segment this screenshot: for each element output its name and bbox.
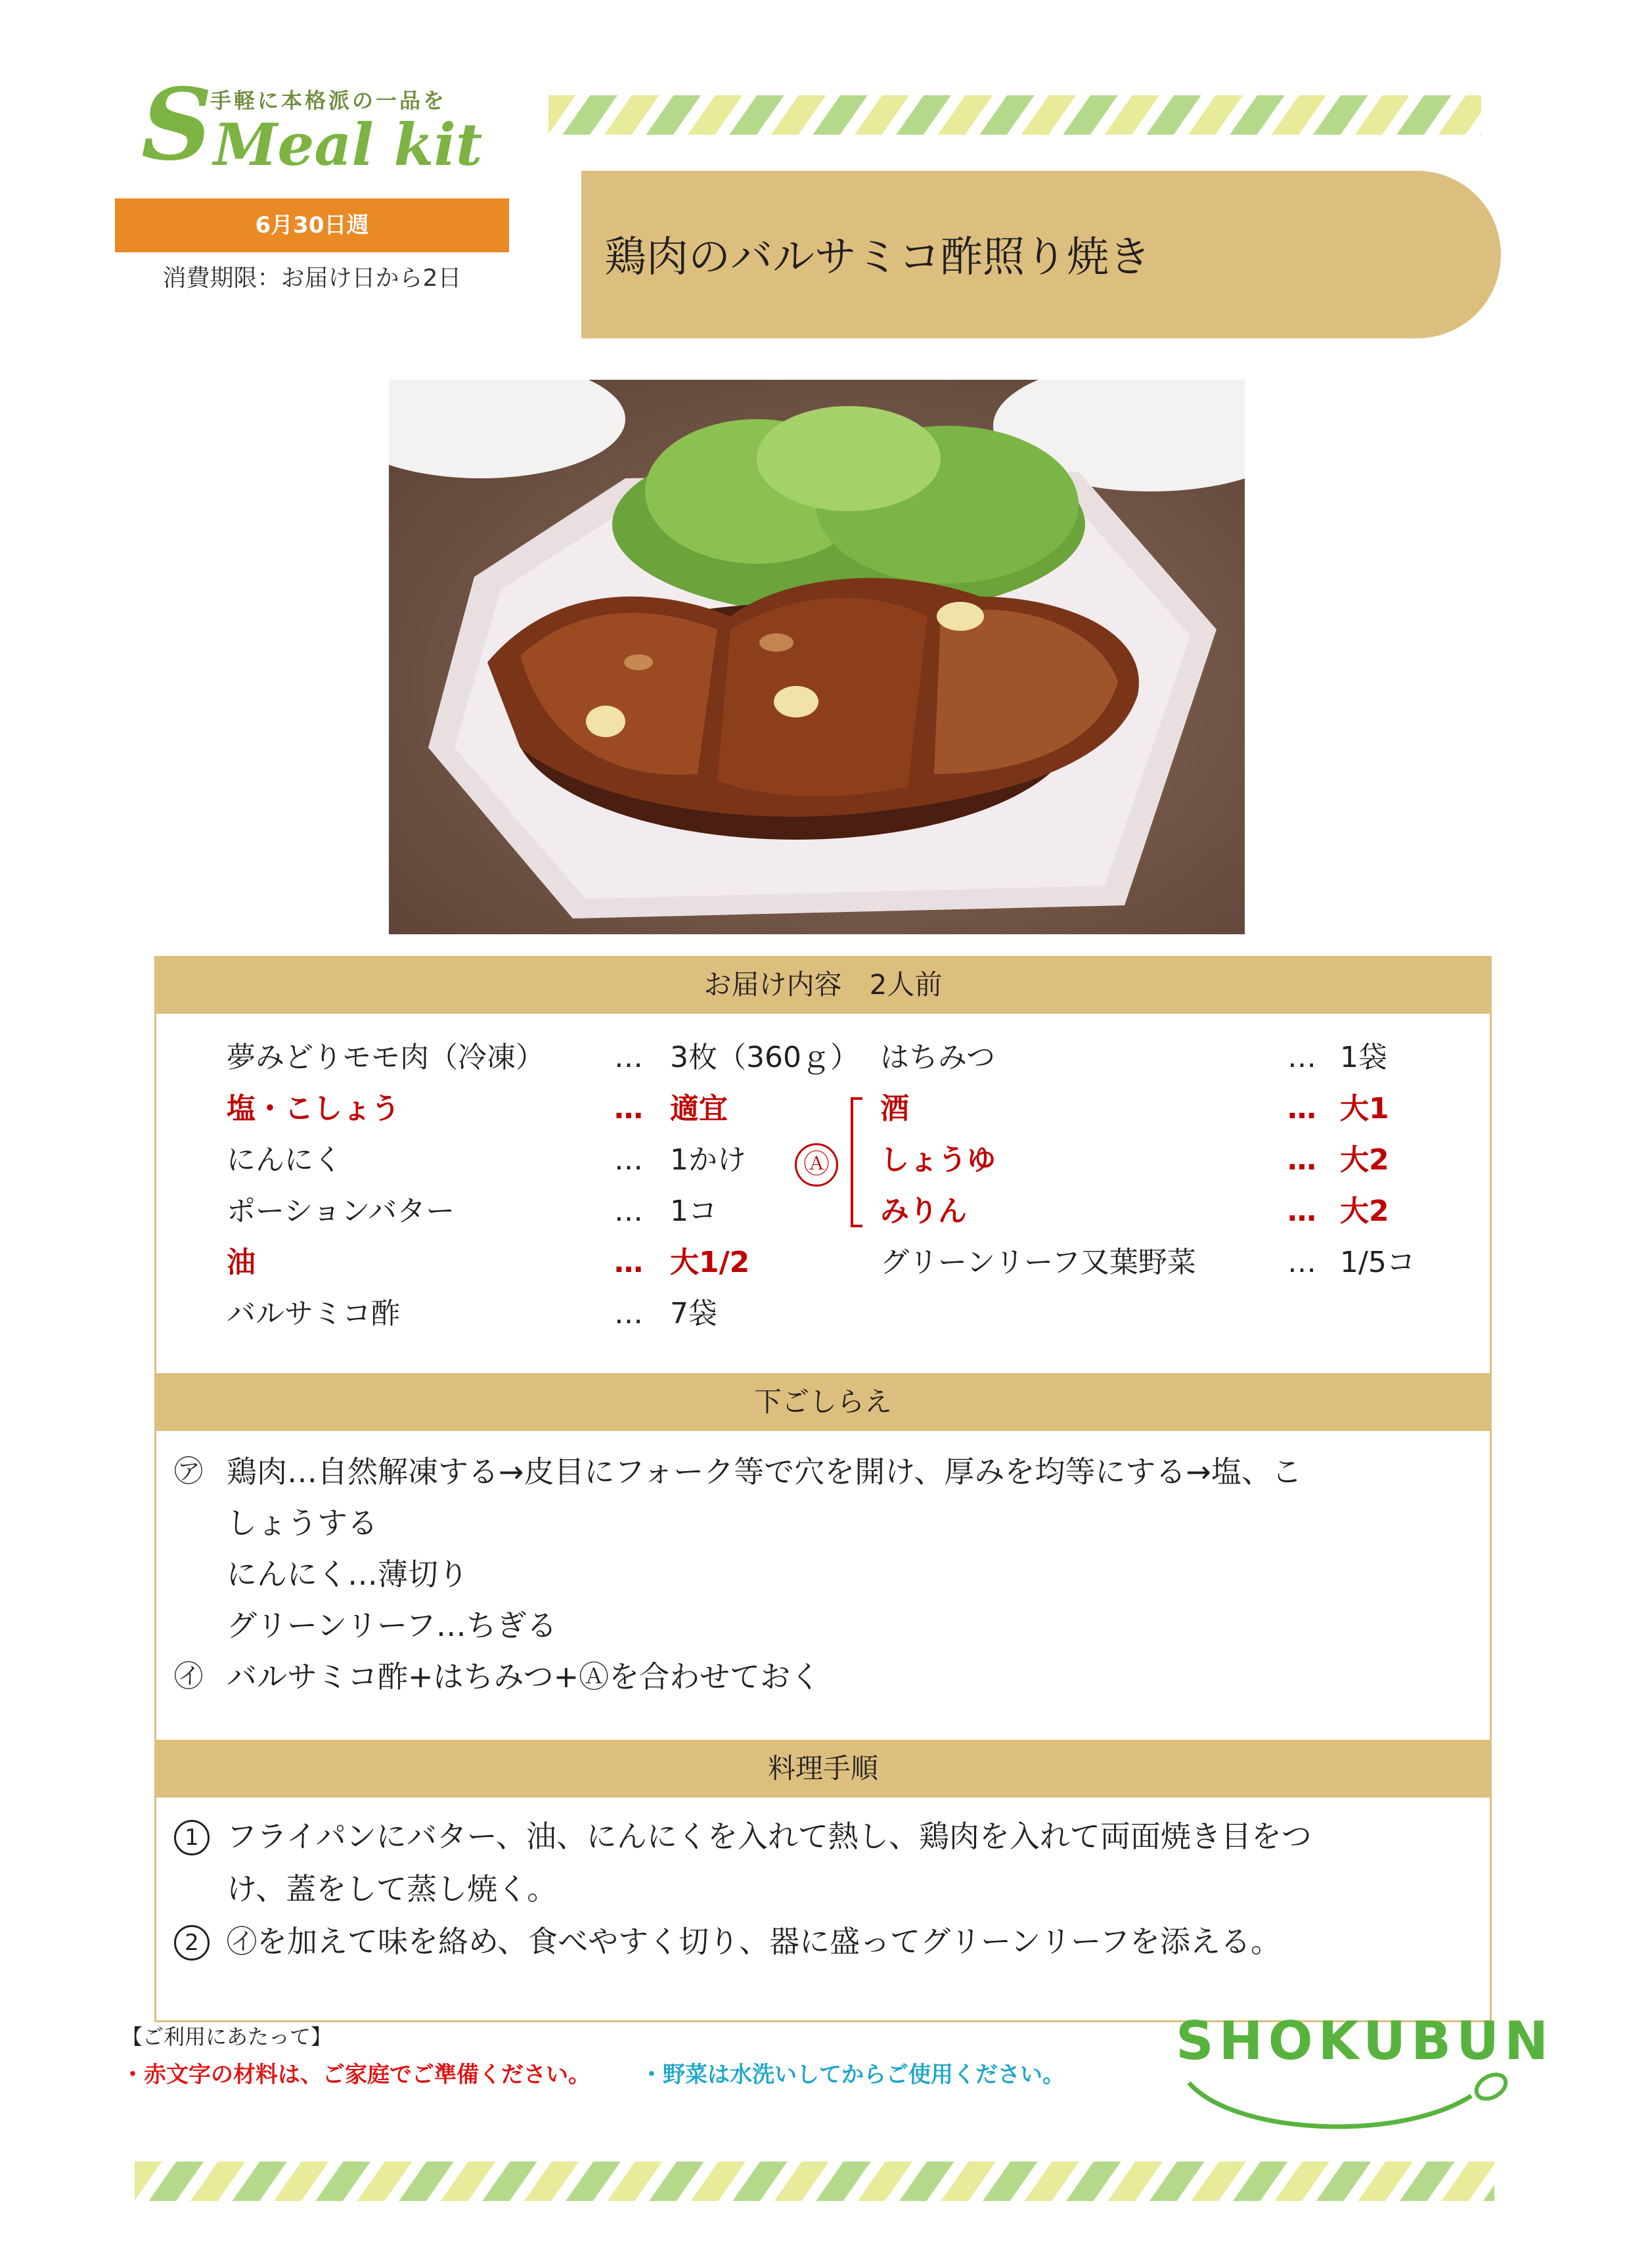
group-bracket bbox=[851, 1097, 862, 1227]
prep-line: 鶏肉…自然解凍する→皮目にフォーク等で穴を開け、厚みを均等にする→塩、こ bbox=[227, 1454, 1302, 1489]
ingredient-qty: 大1 bbox=[1340, 1092, 1389, 1125]
logo-name: Meal kit bbox=[213, 110, 483, 179]
note-blue: ・野菜は水洗いしてからご使用ください。 bbox=[640, 2062, 1065, 2088]
prep-mark-b: ㋑ bbox=[174, 1660, 203, 1693]
ingredient-dots: … bbox=[614, 1143, 643, 1177]
date-badge: 6月30日週 bbox=[115, 198, 509, 252]
ingredient-name: 夢みどりモモ肉（冷凍） bbox=[227, 1041, 545, 1074]
prep-line: しょうする bbox=[227, 1505, 378, 1541]
ingredient-name: 油 bbox=[227, 1246, 256, 1279]
ingredient-qty: 大2 bbox=[1340, 1143, 1389, 1177]
ingredient-qty: 3枚（360ｇ） bbox=[670, 1041, 859, 1074]
ingredient-dots: … bbox=[1287, 1246, 1316, 1279]
ingredient-qty: 1袋 bbox=[1340, 1041, 1387, 1074]
notes-heading: 【ご利用にあたって】 bbox=[122, 2024, 332, 2049]
ingredient-name: バルサミコ酢 bbox=[227, 1297, 400, 1330]
contents-header: お届け内容 2人前 bbox=[154, 956, 1492, 1014]
food-photo-illustration bbox=[389, 380, 1245, 934]
ingredient-qty: 7袋 bbox=[670, 1297, 717, 1330]
step-number: 2 bbox=[174, 1925, 210, 1961]
prep-line: バルサミコ酢+はちみつ+Ⓐを合わせておく bbox=[227, 1659, 821, 1694]
ingredient-dots: … bbox=[1287, 1041, 1316, 1074]
ingredient-name: グリーンリーフ又葉野菜 bbox=[880, 1246, 1196, 1279]
ingredient-qty: 1かけ bbox=[670, 1143, 746, 1177]
bottom-stripes bbox=[135, 2162, 1494, 2201]
recipe-title: 鶏肉のバルサミコ酢照り焼き bbox=[604, 233, 1151, 282]
expiry-text: 消費期限：お届け日から2日 bbox=[162, 265, 462, 292]
ingredient-qty: 大2 bbox=[1340, 1194, 1389, 1228]
ingredient-dots: … bbox=[614, 1092, 643, 1125]
prep-header: 下ごしらえ bbox=[154, 1373, 1492, 1431]
step-number: 1 bbox=[174, 1820, 210, 1855]
top-stripes bbox=[548, 95, 1481, 135]
ingredient-dots: … bbox=[614, 1246, 643, 1279]
step-line: ㋑を加えて味を絡め、食べやすく切り、器に盛ってグリーンリーフを添える。 bbox=[227, 1924, 1281, 1959]
ingredient-qty: 1/5コ bbox=[1340, 1246, 1416, 1279]
note-red: ・赤文字の材料は、ご家庭でご準備ください。 bbox=[122, 2062, 591, 2088]
prep-line: グリーンリーフ…ちぎる bbox=[227, 1608, 557, 1643]
food-photo bbox=[389, 380, 1245, 934]
logo-s: S bbox=[141, 67, 213, 183]
ingredient-qty: 適宜 bbox=[670, 1092, 728, 1125]
ingredient-name: しょうゆ bbox=[880, 1143, 996, 1177]
ingredient-name: 塩・こしょう bbox=[227, 1092, 400, 1125]
ingredient-dots: … bbox=[1287, 1143, 1316, 1177]
ingredient-qty: 1コ bbox=[670, 1194, 717, 1228]
step-line: け、蓋をして蒸し焼く。 bbox=[227, 1871, 558, 1907]
ingredient-qty: 大1/2 bbox=[670, 1246, 750, 1279]
ingredient-name: みりん bbox=[880, 1194, 967, 1228]
step-number-2 bbox=[174, 1925, 210, 1961]
ingredient-name: はちみつ bbox=[880, 1041, 996, 1074]
prep-mark-a: ㋐ bbox=[174, 1455, 203, 1488]
footer-logo-swoosh bbox=[1182, 2070, 1511, 2142]
ingredient-dots: … bbox=[614, 1297, 643, 1330]
steps-header: 料理手順 bbox=[154, 1740, 1492, 1798]
ingredient-dots: … bbox=[614, 1041, 643, 1074]
logo-tagline: 手軽に本格派の一品を bbox=[210, 88, 447, 113]
ingredient-name: ポーションバター bbox=[227, 1194, 455, 1228]
ingredient-dots: … bbox=[614, 1194, 643, 1228]
ingredient-name: にんにく bbox=[227, 1143, 342, 1177]
ingredient-dots: … bbox=[1287, 1092, 1316, 1125]
step-number-1 bbox=[174, 1820, 210, 1855]
ingredient-dots: … bbox=[1287, 1194, 1316, 1228]
prep-line: にんにく…薄切り bbox=[227, 1556, 468, 1592]
ingredient-name: 酒 bbox=[880, 1092, 909, 1125]
group-a-mark: Ⓐ bbox=[795, 1143, 838, 1187]
footer-logo: SHOKUBUN bbox=[1176, 2010, 1554, 2072]
step-line: フライパンにバター、油、にんにくを入れて熱し、鶏肉を入れて両面焼き目をつ bbox=[227, 1819, 1312, 1854]
